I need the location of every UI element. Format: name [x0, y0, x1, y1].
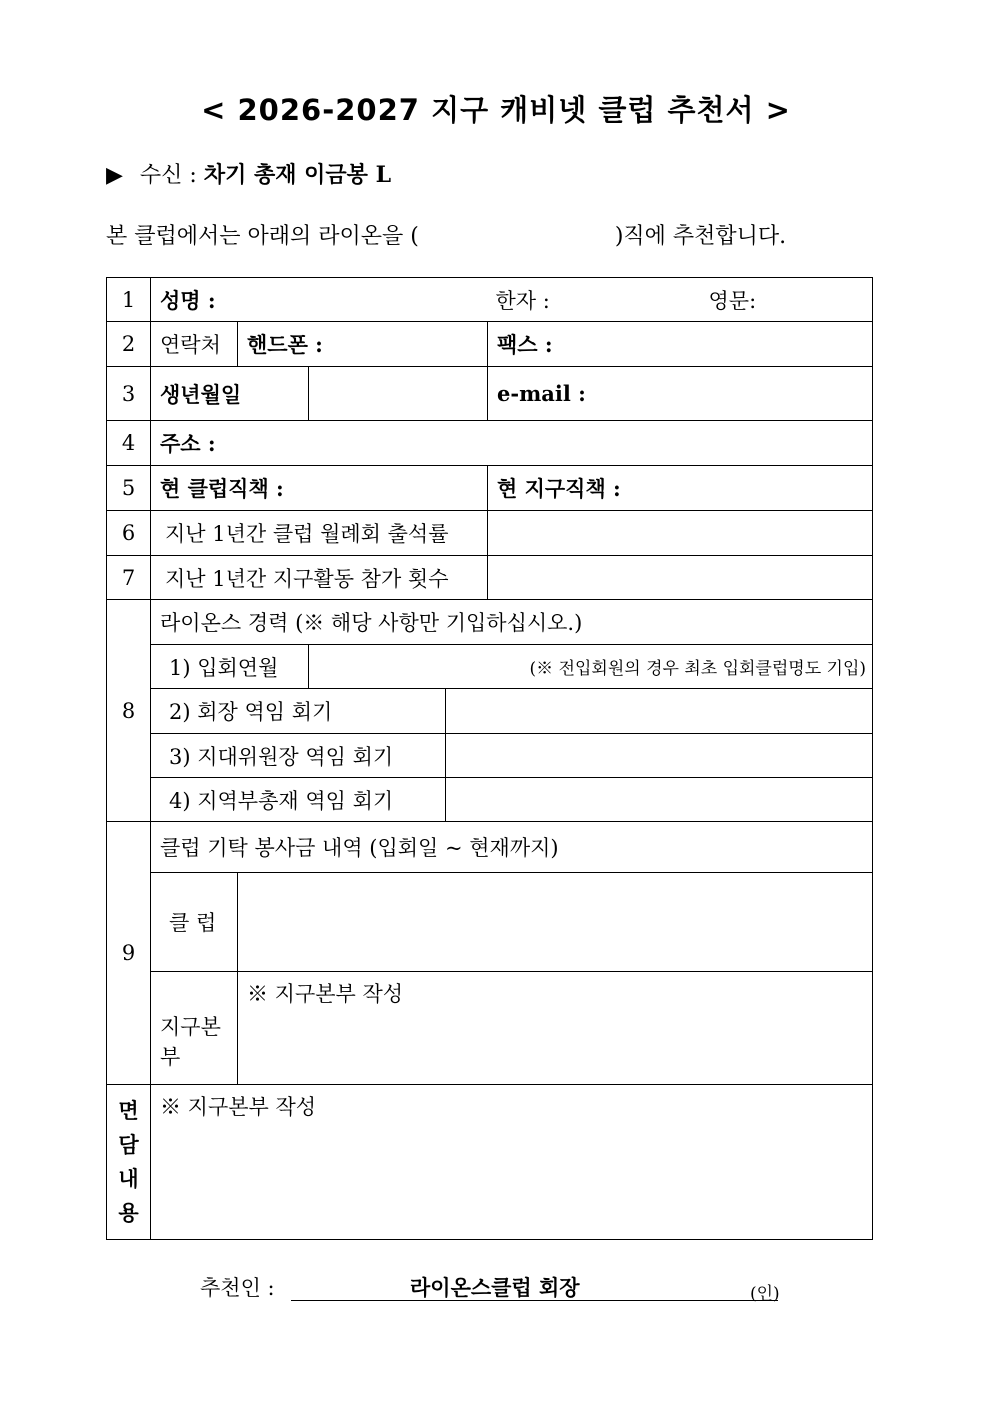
- zone-chair-term-label: 3) 지대위원장 역임 회기: [151, 734, 446, 778]
- birthdate-label: 생년월일: [151, 367, 309, 421]
- interview-label: [107, 1085, 151, 1240]
- address-field[interactable]: 주소 :: [151, 421, 873, 466]
- activity-count-label: 지난 1년간 지구활동 참가 횟수: [151, 556, 488, 600]
- row-interview: [107, 1085, 873, 1240]
- recipient-prefix: 수신 :: [139, 163, 197, 188]
- recipient-name: 차기 총재 이금봉 L: [203, 162, 392, 188]
- recommender-role: 라이온스클럽 회장: [410, 1275, 580, 1300]
- name-cell[interactable]: [151, 278, 873, 322]
- recommender-label: 추천인 :: [200, 1276, 275, 1300]
- donation-header: 클럽 기탁 봉사금 내역 (입회일 ~ 현재까지): [151, 822, 873, 873]
- row-number: 8: [107, 600, 151, 822]
- row-number: 3: [107, 367, 151, 421]
- name-label: 성명 :: [160, 287, 216, 313]
- intro-after: )직에 추천합니다.: [614, 224, 787, 249]
- district-donation-field[interactable]: ※ 지구본부 작성: [238, 972, 873, 1085]
- mobile-phone-field[interactable]: 핸드폰 :: [238, 322, 488, 367]
- interview-char: 면: [118, 1098, 139, 1123]
- intro-before: 본 클럽에서는 아래의 라이온을 (: [106, 224, 419, 249]
- interview-char: 내: [118, 1166, 139, 1191]
- row-number: 1: [107, 278, 151, 322]
- row-number: 2: [107, 322, 151, 367]
- row-career-header: [107, 600, 873, 645]
- zone-chair-term-field[interactable]: [446, 734, 873, 778]
- row-donation-header: [107, 822, 873, 873]
- region-vp-term-label: 4) 지역부총재 역임 회기: [151, 778, 446, 822]
- attendance-field[interactable]: [488, 511, 873, 556]
- row-donation-club: [107, 873, 873, 972]
- row-number: 6: [107, 511, 151, 556]
- career-header: 라이온스 경력 (※ 해당 사항만 기입하십시오.): [151, 600, 873, 645]
- english-name-label: 영문:: [708, 288, 757, 313]
- club-position-field[interactable]: 현 클럽직책 :: [151, 466, 488, 511]
- row-president-term: [107, 689, 873, 734]
- president-term-field[interactable]: [446, 689, 873, 734]
- club-label: 클 럽: [151, 873, 238, 972]
- row-name: [107, 278, 873, 322]
- recipient-line: [106, 158, 391, 189]
- row-address: [107, 421, 873, 466]
- page-title: < 2026-2027 지구 캐비넷 클럽 추천서 >: [201, 93, 791, 127]
- interview-char: 용: [118, 1200, 139, 1225]
- intro-sentence: [106, 219, 786, 250]
- signature-line[interactable]: [291, 1300, 778, 1301]
- activity-count-field[interactable]: [488, 556, 873, 600]
- row-donation-district: [107, 972, 873, 1085]
- district-position-field[interactable]: 현 지구직책 :: [488, 466, 873, 511]
- row-birth: [107, 367, 873, 421]
- row-zone-chair-term: [107, 734, 873, 778]
- row-number: 9: [107, 822, 151, 1085]
- join-date-field[interactable]: (※ 전입회원의 경우 최초 입회클럽명도 기입): [309, 645, 873, 689]
- attendance-label: 지난 1년간 클럽 월례회 출석률: [151, 511, 488, 556]
- interview-char: 담: [118, 1132, 139, 1157]
- row-number: 4: [107, 421, 151, 466]
- row-number: 5: [107, 466, 151, 511]
- seal-mark: (인): [750, 1284, 780, 1304]
- birthdate-field[interactable]: [309, 367, 488, 421]
- row-district-activity: [107, 556, 873, 600]
- row-join-date: [107, 645, 873, 689]
- contact-label: 연락처: [151, 322, 238, 367]
- row-number: 7: [107, 556, 151, 600]
- hanja-label: 한자 :: [495, 288, 550, 313]
- row-region-term: [107, 778, 873, 822]
- row-contact: [107, 322, 873, 367]
- email-field[interactable]: e-mail :: [488, 367, 873, 421]
- recommendation-form-table: [106, 277, 873, 1240]
- district-hq-label: 지구본부: [151, 972, 238, 1085]
- president-term-label: 2) 회장 역임 회기: [151, 689, 446, 734]
- row-positions: [107, 466, 873, 511]
- interview-field[interactable]: ※ 지구본부 작성: [151, 1085, 873, 1240]
- join-date-label: 1) 입회연월: [151, 645, 309, 689]
- fax-field[interactable]: 팩스 :: [488, 322, 873, 367]
- region-vp-term-field[interactable]: [446, 778, 873, 822]
- club-donation-field[interactable]: [238, 873, 873, 972]
- triangle-right-icon: ▶: [106, 163, 123, 188]
- row-attendance: [107, 511, 873, 556]
